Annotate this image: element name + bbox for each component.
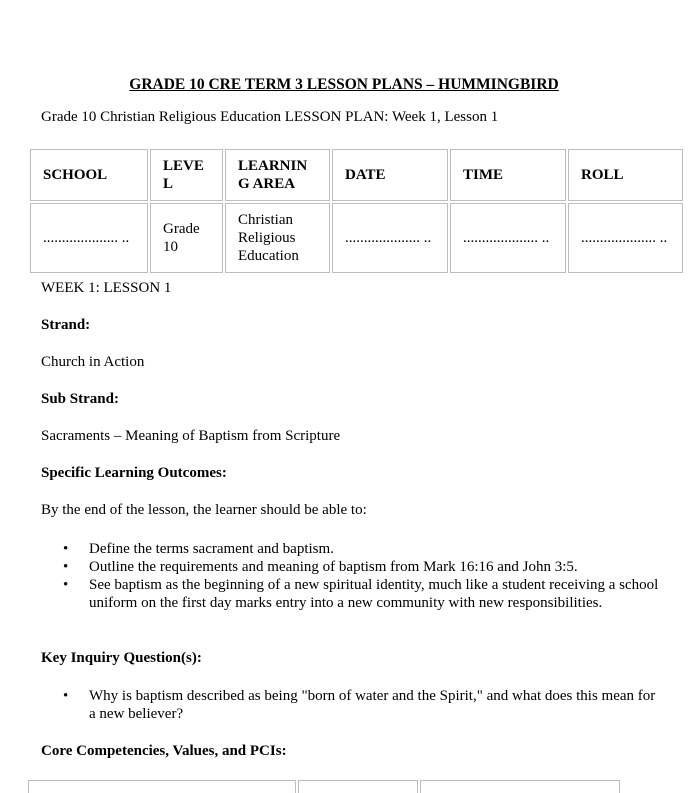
table-cell <box>28 780 296 793</box>
outcomes-heading: Specific Learning Outcomes: <box>41 465 227 481</box>
list-item <box>41 576 661 612</box>
table-cell <box>298 780 418 793</box>
value-date: .................... .. <box>332 203 448 273</box>
document-title <box>0 76 688 94</box>
header-date: DATE <box>332 149 448 201</box>
bullet-icon: • <box>63 559 69 575</box>
list-item <box>41 540 661 558</box>
inquiry-text: Why is baptism described as being "born of water and the Spirit," and what does this mean for a new believer? <box>89 688 656 722</box>
header-learning-area: LEARNIN G AREA <box>225 149 330 201</box>
strand-value: Church in Action <box>41 354 145 370</box>
outcome-text: Define the terms sacrament and baptism. <box>89 541 334 557</box>
title-text: GRADE 10 CRE TERM 3 LESSON PLANS – HUMMINGBIRD <box>129 76 559 93</box>
competencies-heading: Core Competencies, Values, and PCIs: <box>41 743 287 759</box>
value-learning-area: Christian Religious Education <box>225 203 330 273</box>
lesson-plan-subtitle: Grade 10 Christian Religious Education LESSON PLAN: Week 1, Lesson 1 <box>41 109 499 125</box>
week-lesson-label: WEEK 1: LESSON 1 <box>41 280 172 296</box>
outcome-text: Outline the requirements and meaning of baptism from Mark 16:16 and John 3:5. <box>89 559 578 575</box>
table-value-row <box>30 203 683 273</box>
outcomes-intro: By the end of the lesson, the learner should be able to: <box>41 502 367 518</box>
bullet-icon: • <box>63 541 69 557</box>
outcome-text: See baptism as the beginning of a new spiritual identity, much like a student receiving a school uniform on the first day marks entry into a new community with new responsibilities. <box>89 577 659 611</box>
outcomes-list <box>41 540 661 612</box>
header-roll: ROLL <box>568 149 683 201</box>
sub-strand-value: Sacraments – Meaning of Baptism from Scripture <box>41 428 341 444</box>
list-item <box>41 687 661 723</box>
inquiry-heading: Key Inquiry Question(s): <box>41 650 202 666</box>
lesson-info-table <box>28 147 685 275</box>
value-roll: .................... .. <box>568 203 683 273</box>
inquiry-list <box>41 687 661 723</box>
bullet-icon: • <box>63 688 69 704</box>
value-level: Grade 10 <box>150 203 223 273</box>
bullet-icon: • <box>63 577 69 593</box>
list-item <box>41 558 661 576</box>
header-school: SCHOOL <box>30 149 148 201</box>
header-level: LEVE L <box>150 149 223 201</box>
value-time: .................... .. <box>450 203 566 273</box>
header-time: TIME <box>450 149 566 201</box>
sub-strand-heading: Sub Strand: <box>41 391 119 407</box>
table-header-row <box>30 149 683 201</box>
table-cell <box>420 780 620 793</box>
value-school: .................... .. <box>30 203 148 273</box>
strand-heading: Strand: <box>41 317 91 333</box>
